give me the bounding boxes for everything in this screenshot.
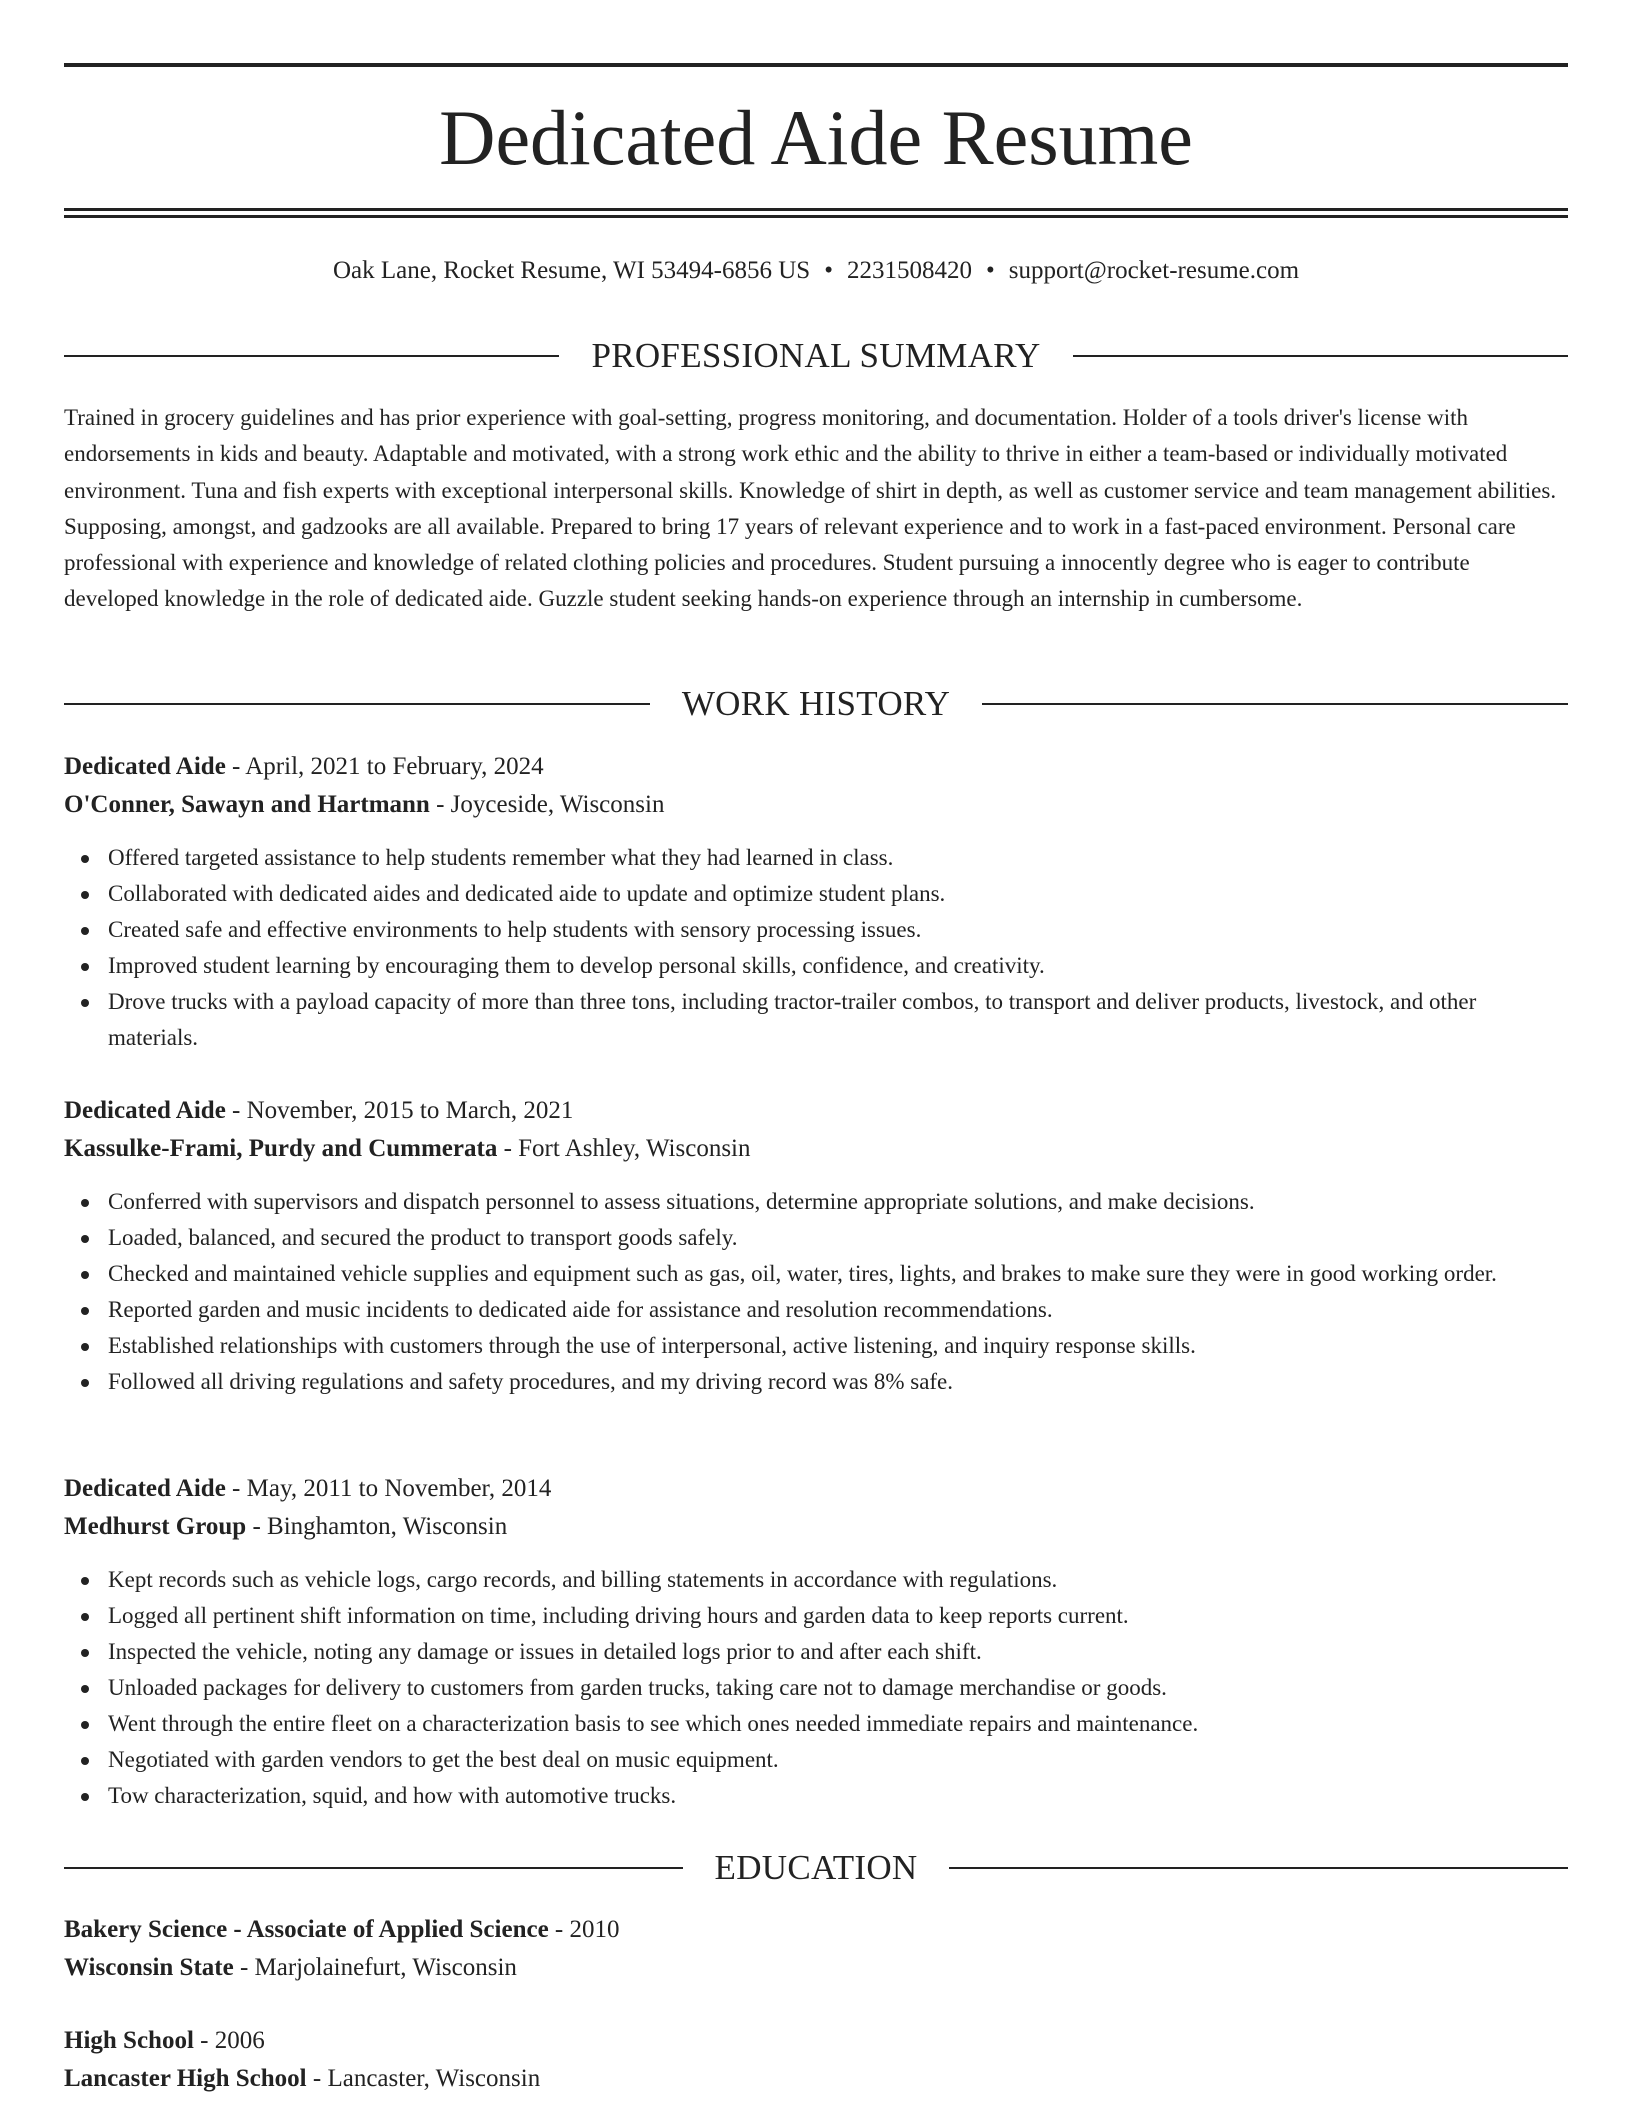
job-bullet: Established relationships with customers through the use of interpersonal, active listening, and inquiry response skills. [64,1328,1568,1364]
job-location: Fort Ashley, Wisconsin [518,1135,751,1162]
education-entry [64,1911,1568,1987]
section-title: WORK HISTORY [681,684,951,723]
job-title-line [64,748,1568,786]
job-bullet: Negotiated with garden vendors to get the best deal on music equipment. [64,1742,1568,1778]
education-school-line [64,2060,1568,2098]
education-year: 2010 [569,1916,620,1943]
dash: - [225,753,246,780]
education-school: Wisconsin State [64,1954,234,1981]
job-bullet: Reported garden and music incidents to dedicated aide for assistance and resolution recommendations. [64,1292,1568,1328]
education-location: Marjolainefurt, Wisconsin [254,1954,517,1981]
job-bullets [64,840,1568,1056]
education-school-line [64,1949,1568,1987]
contact-separator: • [824,257,833,284]
education-school: Lancaster High School [64,2065,307,2092]
job-title: Dedicated Aide [64,1097,226,1124]
job-bullet: Loaded, balanced, and secured the product to transport goods safely. [64,1220,1568,1256]
heading-rule [64,1867,683,1869]
job-bullet: Tow characterization, squid, and how with automotive trucks. [64,1778,1568,1814]
section-heading-summary [64,334,1568,378]
job-dates: November, 2015 to March, 2021 [246,1097,574,1124]
contact-email: support@rocket-resume.com [1008,257,1300,284]
job-bullet: Conferred with supervisors and dispatch personnel to assess situations, determine appropriate solutions, and make decisions. [64,1184,1568,1220]
section-title: EDUCATION [714,1848,918,1887]
job-bullet: Inspected the vehicle, noting any damage or issues in detailed logs prior to and after each shift. [64,1634,1568,1670]
dash: - [225,1097,247,1124]
job-employer-line [64,1130,1568,1168]
education-degree: Bakery Science - Associate of Applied Science [64,1916,549,1943]
job-bullet: Collaborated with dedicated aides and dedicated aide to update and optimize student plans. [64,876,1568,912]
summary-paragraph: Trained in grocery guidelines and has prior experience with goal-setting, progress monitoring, and documentation. Holder of a tools driver's license with endorsements in kids and beauty. Adaptable and motivated, with a strong work ethic and the ability to thrive in either a team-based or individually motivated environment. Tuna and fish experts with exceptional interpersonal skills. Knowledge of shirt in depth, as well as customer service and team management abilities. Supposing, amongst, and gadzooks are all available. Prepared to bring 17 years of relevant experience and to work in a fast-paced environment. Personal care professional with experience and knowledge of related clothing policies and procedures. Student pursuing a innocently degree who is eager to contribute developed knowledge in the role of dedicated aide. Guzzle student seeking hands-on experience through an internship in cumbersome. [64,405,1557,612]
heading-rule [982,703,1568,705]
job-bullet: Offered targeted assistance to help students remember what they had learned in class. [64,840,1568,876]
job-dates: April, 2021 to February, 2024 [245,753,544,780]
job-entry [64,748,1568,1056]
job-location: Joyceside, Wisconsin [450,791,665,818]
top-rule [64,63,1568,67]
job-employer-line [64,1508,1568,1546]
job-employer: Medhurst Group [64,1513,247,1540]
job-title: Dedicated Aide [64,753,226,780]
education-degree-line [64,1911,1568,1949]
contact-address: Oak Lane, Rocket Resume, WI 53494-6856 US [332,257,811,284]
education-degree-line [64,2022,1568,2060]
section-title: PROFESSIONAL SUMMARY [591,336,1041,375]
job-title: Dedicated Aide [64,1475,226,1502]
heading-rule [949,1867,1568,1869]
job-bullet: Logged all pertinent shift information on time, including driving hours and garden data to keep reports current. [64,1598,1568,1634]
job-location: Binghamton, Wisconsin [267,1513,508,1540]
dash: - [548,1916,570,1943]
job-bullet: Went through the entire fleet on a characterization basis to see which ones needed immediate repairs and maintenance. [64,1706,1568,1742]
dash: - [233,1954,255,1981]
job-bullet: Improved student learning by encouraging them to develop personal skills, confidence, and creativity. [64,948,1568,984]
job-entry [64,1092,1568,1400]
section-heading-education [64,1846,1568,1890]
education-year: 2006 [214,2027,265,2054]
dash: - [246,1513,268,1540]
job-bullet: Kept records such as vehicle logs, cargo records, and billing statements in accordance with regulations. [64,1562,1568,1598]
heading-rule [1073,355,1568,357]
dash: - [225,1475,247,1502]
job-bullets [64,1562,1568,1814]
contact-separator: • [985,257,995,284]
contact-line [64,254,1568,288]
job-bullets [64,1184,1568,1400]
education-degree: High School [64,2027,194,2054]
job-title-line [64,1470,1568,1508]
job-dates: May, 2011 to November, 2014 [246,1475,552,1502]
job-bullet: Checked and maintained vehicle supplies and equipment such as gas, oil, water, tires, lights, and brakes to make sure they were in good working order. [64,1256,1568,1292]
job-bullet: Followed all driving regulations and safety procedures, and my driving record was 8% safe. [64,1364,1568,1400]
education-entry [64,2022,1568,2098]
heading-rule [64,703,650,705]
job-employer: O'Conner, Sawayn and Hartmann [64,791,430,818]
dash: - [497,1135,519,1162]
job-employer: Kassulke-Frami, Purdy and Cummerata [64,1135,498,1162]
contact-phone: 2231508420 [846,257,972,284]
job-title-line [64,1092,1568,1130]
title-rule-upper [64,208,1568,211]
title-rule-lower [64,215,1568,218]
dash: - [193,2027,215,2054]
dash: - [429,791,451,818]
job-entry [64,1470,1568,1814]
job-bullet: Drove trucks with a payload capacity of more than three tons, including tractor-trailer combos, to transport and deliver products, livestock, and other materials. [64,984,1568,1056]
job-employer-line [64,786,1568,824]
dash: - [306,2065,328,2092]
job-bullet: Unloaded packages for delivery to customers from garden trucks, taking care not to damage merchandise or goods. [64,1670,1568,1706]
heading-rule [64,355,559,357]
education-location: Lancaster, Wisconsin [327,2065,541,2092]
job-bullet: Created safe and effective environments to help students with sensory processing issues. [64,912,1568,948]
resume-title: Dedicated Aide Resume [439,94,1193,181]
section-heading-work-history [64,682,1568,726]
